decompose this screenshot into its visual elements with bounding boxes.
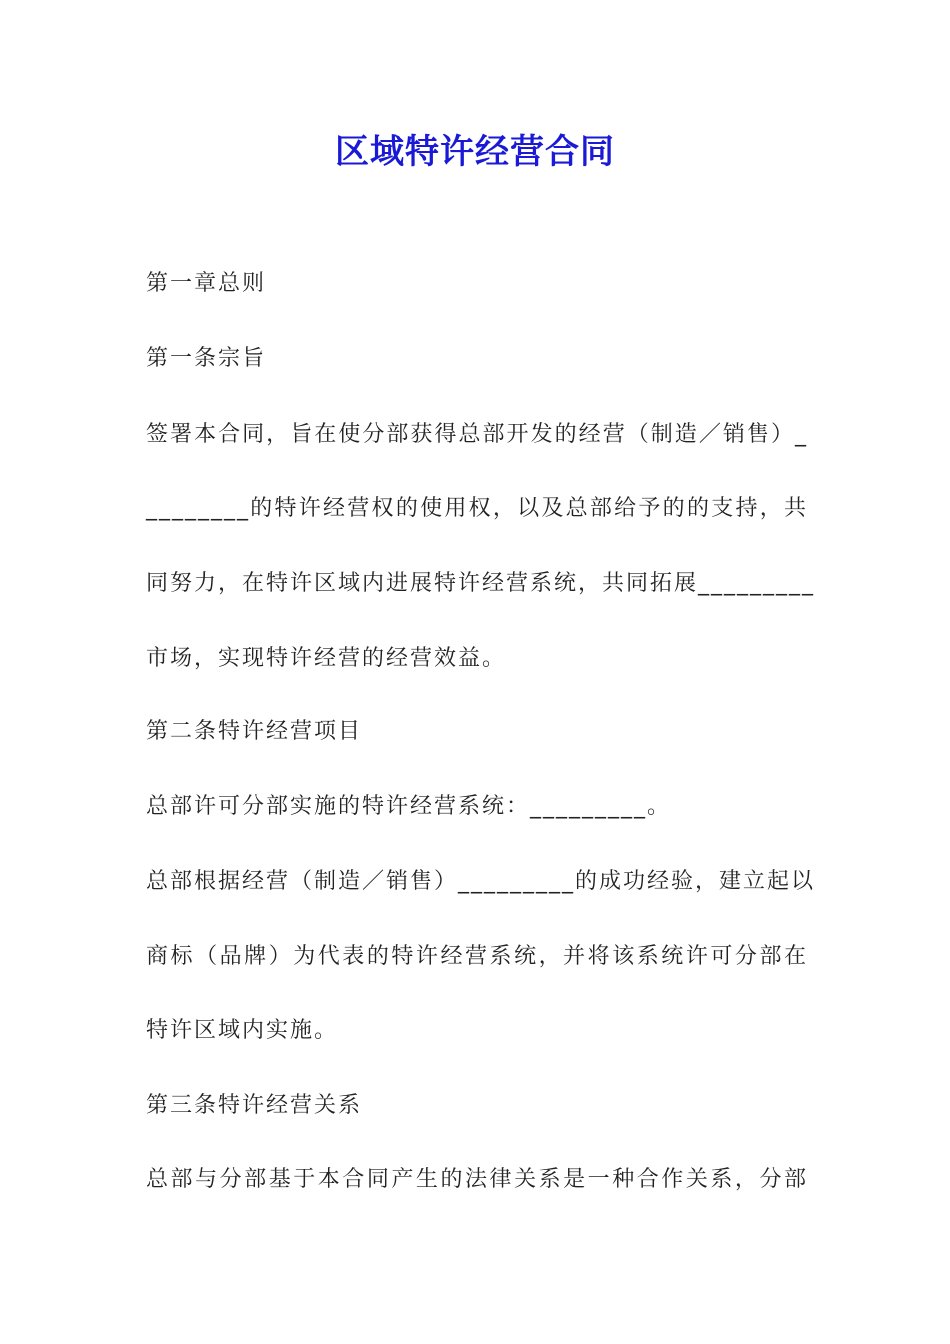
paragraph-line: 同努力，在特许区域内进展特许经营系统，共同拓展_________ xyxy=(146,571,816,596)
document-title: 区域特许经营合同 xyxy=(335,132,615,172)
paragraph-line: ________的特许经营权的使用权，以及总部给予的的支持，共 xyxy=(146,496,808,521)
article-heading: 第三条特许经营关系 xyxy=(146,1093,363,1118)
article-heading: 第一条宗旨 xyxy=(146,346,267,371)
article-heading: 第二条特许经营项目 xyxy=(146,719,363,744)
chapter-heading: 第一章总则 xyxy=(146,271,267,296)
paragraph-line: 总部根据经营（制造／销售）_________的成功经验，建立起以 xyxy=(146,869,816,894)
paragraph-line: 特许区域内实施。 xyxy=(146,1018,339,1043)
paragraph-line: 商标（品牌）为代表的特许经营系统，并将该系统许可分部在 xyxy=(146,944,808,969)
paragraph-line: 市场，实现特许经营的经营效益。 xyxy=(146,646,507,671)
paragraph-line: 总部许可分部实施的特许经营系统：_________。 xyxy=(146,794,672,819)
paragraph-line: 总部与分部基于本合同产生的法律关系是一种合作关系，分部 xyxy=(146,1167,808,1192)
paragraph-line: 签署本合同，旨在使分部获得总部开发的经营（制造／销售）_ xyxy=(146,422,808,447)
